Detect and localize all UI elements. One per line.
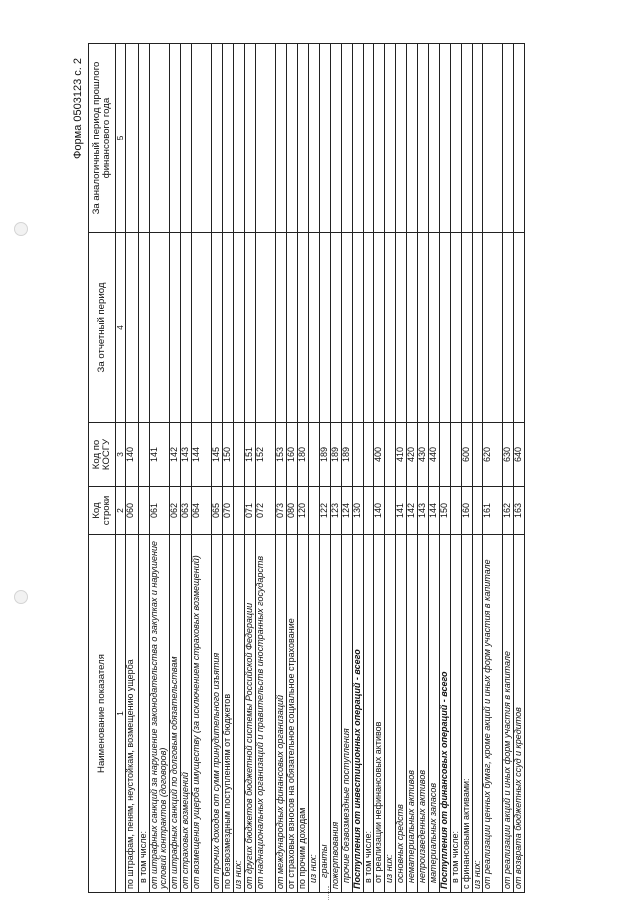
- previous-period-value: [192, 44, 212, 233]
- table-row: [341, 44, 352, 893]
- table-row: [275, 44, 286, 893]
- indicator-name: Поступления от инвестиционных операций - всего: [352, 535, 363, 893]
- table-row: [396, 44, 407, 893]
- indicator-name: от реализации акций и иных форм участия в капитале: [503, 535, 514, 893]
- previous-period-value: [319, 44, 330, 233]
- indicator-name: непроизведенных активов: [418, 535, 429, 893]
- table-row: [363, 44, 374, 893]
- indicator-name: в том числе:: [139, 535, 150, 893]
- indicator-name: от страховых взносов на обязательное социальное страхование: [286, 535, 297, 893]
- table-row: [181, 44, 192, 893]
- row-code: 160: [461, 487, 472, 535]
- kosgu-code: 151: [244, 423, 255, 487]
- current-period-value: [244, 233, 255, 423]
- indicator-name: по безвозмездным поступлениям от бюджетов: [223, 535, 234, 893]
- table-row: [297, 44, 308, 893]
- kosgu-code: 153: [275, 423, 286, 487]
- indicator-name: от штрафных санкций по долговым обязательствам: [170, 535, 181, 893]
- current-period-value: [407, 233, 418, 423]
- previous-period-value: [483, 44, 503, 233]
- table-row: [461, 44, 472, 893]
- row-code: [308, 487, 319, 535]
- kosgu-code: 144: [192, 423, 212, 487]
- column-number-row: [116, 44, 126, 893]
- row-code: 062: [170, 487, 181, 535]
- kosgu-code: 160: [286, 423, 297, 487]
- previous-period-value: [472, 44, 483, 233]
- previous-period-value: [363, 44, 374, 233]
- kosgu-code: [352, 423, 363, 487]
- current-period-value: [330, 233, 341, 423]
- current-period-value: [461, 233, 472, 423]
- kosgu-code: [451, 423, 462, 487]
- previous-period-value: [244, 44, 255, 233]
- row-code: 073: [275, 487, 286, 535]
- previous-period-value: [374, 44, 385, 233]
- previous-period-value: [503, 44, 514, 233]
- header-kosgu-code: Код по КОСГУ: [89, 423, 116, 487]
- row-code: 123: [330, 487, 341, 535]
- indicator-name: от реализации ценных бумаг, кроме акций и иных форм участия в капитале: [483, 535, 503, 893]
- column-number: 4: [116, 233, 126, 423]
- previous-period-value: [440, 44, 451, 233]
- row-code: 162: [503, 487, 514, 535]
- kosgu-code: [440, 423, 451, 487]
- kosgu-code: [308, 423, 319, 487]
- kosgu-code: 620: [483, 423, 503, 487]
- current-period-value: [212, 233, 223, 423]
- row-code: [385, 487, 396, 535]
- row-code: 141: [396, 487, 407, 535]
- kosgu-code: 152: [255, 423, 275, 487]
- previous-period-value: [297, 44, 308, 233]
- report-table: [88, 43, 525, 893]
- current-period-value: [363, 233, 374, 423]
- indicator-name: по штрафам, пеням, неустойкам, возмещению ущерба: [126, 535, 139, 893]
- form-caption: Форма 0503123 с. 2: [72, 58, 84, 159]
- indicator-name: от возмещения ущерба имуществу (за исключением страховых возмещений): [192, 535, 212, 893]
- current-period-value: [308, 233, 319, 423]
- indicator-name: от штрафных санкций за нарушение законодательства о закупках и нарушение условий контрактов (договоров): [149, 535, 169, 893]
- previous-period-value: [149, 44, 169, 233]
- current-period-value: [181, 233, 192, 423]
- table-row: [418, 44, 429, 893]
- kosgu-code: 400: [374, 423, 385, 487]
- kosgu-code: 141: [149, 423, 169, 487]
- previous-period-value: [352, 44, 363, 233]
- indicator-name: из них:: [308, 535, 319, 893]
- previous-period-value: [223, 44, 234, 233]
- table-row: [139, 44, 150, 893]
- kosgu-code: 145: [212, 423, 223, 487]
- row-code: 070: [223, 487, 234, 535]
- table-row: [385, 44, 396, 893]
- kosgu-code: 143: [181, 423, 192, 487]
- column-number: 2: [116, 487, 126, 535]
- table-row: [451, 44, 462, 893]
- column-number: 1: [116, 535, 126, 893]
- kosgu-code: [472, 423, 483, 487]
- table-row: [503, 44, 514, 893]
- previous-period-value: [341, 44, 352, 233]
- indicator-name: от прочих доходов от сумм принудительного изъятия: [212, 535, 223, 893]
- header-current-period: За отчетный период: [89, 233, 116, 423]
- current-period-value: [514, 233, 525, 423]
- column-number: 5: [116, 44, 126, 233]
- kosgu-code: [363, 423, 374, 487]
- kosgu-code: 440: [429, 423, 440, 487]
- current-period-value: [472, 233, 483, 423]
- previous-period-value: [461, 44, 472, 233]
- kosgu-code: 430: [418, 423, 429, 487]
- row-code: 124: [341, 487, 352, 535]
- table-row: [223, 44, 234, 893]
- kosgu-code: [385, 423, 396, 487]
- table-row: [514, 44, 525, 893]
- current-period-value: [483, 233, 503, 423]
- table-row: [286, 44, 297, 893]
- row-code: 143: [418, 487, 429, 535]
- row-code: [451, 487, 462, 535]
- indicator-name: прочие безвозмездные поступления: [341, 535, 352, 893]
- kosgu-code: 630: [503, 423, 514, 487]
- row-code: [139, 487, 150, 535]
- row-code: 130: [352, 487, 363, 535]
- table-row: [149, 44, 169, 893]
- current-period-value: [440, 233, 451, 423]
- previous-period-value: [286, 44, 297, 233]
- row-code: 150: [440, 487, 451, 535]
- previous-period-value: [181, 44, 192, 233]
- kosgu-code: 189: [341, 423, 352, 487]
- indicator-name: из них:: [385, 535, 396, 893]
- indicator-name: от наднациональных организаций и правительств иностранных государств: [255, 535, 275, 893]
- kosgu-code: 142: [170, 423, 181, 487]
- previous-period-value: [429, 44, 440, 233]
- previous-period-value: [126, 44, 139, 233]
- indicator-name: нематериальных активов: [407, 535, 418, 893]
- row-code: 142: [407, 487, 418, 535]
- current-period-value: [255, 233, 275, 423]
- previous-period-value: [514, 44, 525, 233]
- row-code: 071: [244, 487, 255, 535]
- indicator-name: по прочим доходам: [297, 535, 308, 893]
- indicator-name: материальных запасов: [429, 535, 440, 893]
- previous-period-value: [451, 44, 462, 233]
- table-row: [352, 44, 363, 893]
- row-code: 161: [483, 487, 503, 535]
- kosgu-code: 410: [396, 423, 407, 487]
- kosgu-code: 140: [126, 423, 139, 487]
- indicator-name: от международных финансовых организаций: [275, 535, 286, 893]
- row-code: [234, 487, 245, 535]
- header-row: [89, 44, 116, 893]
- indicator-name: от страховых возмещений: [181, 535, 192, 893]
- current-period-value: [139, 233, 150, 423]
- row-code: [472, 487, 483, 535]
- row-code: 063: [181, 487, 192, 535]
- table-row: [308, 44, 319, 893]
- report-sheet: [72, 44, 606, 893]
- table-row: [472, 44, 483, 893]
- previous-period-value: [308, 44, 319, 233]
- previous-period-value: [385, 44, 396, 233]
- current-period-value: [286, 233, 297, 423]
- table-row: [170, 44, 181, 893]
- indicator-name: от других бюджетов бюджетной системы Российской Федерации: [244, 535, 255, 893]
- table-row: [234, 44, 245, 893]
- previous-period-value: [212, 44, 223, 233]
- table-row: [126, 44, 139, 893]
- current-period-value: [170, 233, 181, 423]
- current-period-value: [429, 233, 440, 423]
- kosgu-code: 600: [461, 423, 472, 487]
- column-number: 3: [116, 423, 126, 487]
- current-period-value: [319, 233, 330, 423]
- indicator-name: гранты: [319, 535, 330, 893]
- previous-period-value: [396, 44, 407, 233]
- table-row: [192, 44, 212, 893]
- kosgu-code: [139, 423, 150, 487]
- table-row: [429, 44, 440, 893]
- row-code: 144: [429, 487, 440, 535]
- row-code: 140: [374, 487, 385, 535]
- table-row: [255, 44, 275, 893]
- row-code: 064: [192, 487, 212, 535]
- current-period-value: [126, 233, 139, 423]
- current-period-value: [297, 233, 308, 423]
- header-indicator-name: Наименование показателя: [89, 535, 116, 893]
- kosgu-code: 150: [223, 423, 234, 487]
- table-row: [483, 44, 503, 893]
- current-period-value: [503, 233, 514, 423]
- current-period-value: [192, 233, 212, 423]
- indicator-name: с финансовыми активами:: [461, 535, 472, 893]
- current-period-value: [149, 233, 169, 423]
- indicator-name: в том числе:: [451, 535, 462, 893]
- row-code: 060: [126, 487, 139, 535]
- previous-period-value: [234, 44, 245, 233]
- row-code: [363, 487, 374, 535]
- table-row: [407, 44, 418, 893]
- indicator-name: пожертвования: [330, 535, 341, 893]
- row-code: 072: [255, 487, 275, 535]
- current-period-value: [451, 233, 462, 423]
- table-row: [374, 44, 385, 893]
- table-body: [126, 44, 525, 893]
- kosgu-code: [234, 423, 245, 487]
- current-period-value: [223, 233, 234, 423]
- current-period-value: [374, 233, 385, 423]
- current-period-value: [396, 233, 407, 423]
- table-row: [244, 44, 255, 893]
- indicator-name: в том числе:: [363, 535, 374, 893]
- row-code: 080: [286, 487, 297, 535]
- header-previous-period: За аналогичный период прошлого финансового года: [89, 44, 116, 233]
- previous-period-value: [170, 44, 181, 233]
- previous-period-value: [139, 44, 150, 233]
- current-period-value: [385, 233, 396, 423]
- current-period-value: [341, 233, 352, 423]
- indicator-name: от реализации нефинансовых активов: [374, 535, 385, 893]
- table-row: [319, 44, 330, 893]
- table-row: [330, 44, 341, 893]
- kosgu-code: 180: [297, 423, 308, 487]
- header-row-code: Код строки: [89, 487, 116, 535]
- kosgu-code: 640: [514, 423, 525, 487]
- indicator-name: из них:: [234, 535, 245, 893]
- current-period-value: [234, 233, 245, 423]
- previous-period-value: [407, 44, 418, 233]
- binder-hole-bottom: [14, 590, 28, 604]
- binder-hole-top: [14, 222, 28, 236]
- indicator-name: основных средств: [396, 535, 407, 893]
- row-code: 061: [149, 487, 169, 535]
- previous-period-value: [418, 44, 429, 233]
- table-row: [212, 44, 223, 893]
- kosgu-code: 189: [330, 423, 341, 487]
- indicator-name: от возврата бюджетных ссуд и кредитов: [514, 535, 525, 893]
- current-period-value: [275, 233, 286, 423]
- indicator-name: из них:: [472, 535, 483, 893]
- previous-period-value: [255, 44, 275, 233]
- kosgu-code: 189: [319, 423, 330, 487]
- current-period-value: [352, 233, 363, 423]
- row-code: 163: [514, 487, 525, 535]
- row-code: 065: [212, 487, 223, 535]
- previous-period-value: [275, 44, 286, 233]
- row-code: 122: [319, 487, 330, 535]
- table-row: [440, 44, 451, 893]
- row-code: 120: [297, 487, 308, 535]
- previous-period-value: [330, 44, 341, 233]
- current-period-value: [418, 233, 429, 423]
- kosgu-code: 420: [407, 423, 418, 487]
- indicator-name: Поступления от финансовых операций - всего: [440, 535, 451, 893]
